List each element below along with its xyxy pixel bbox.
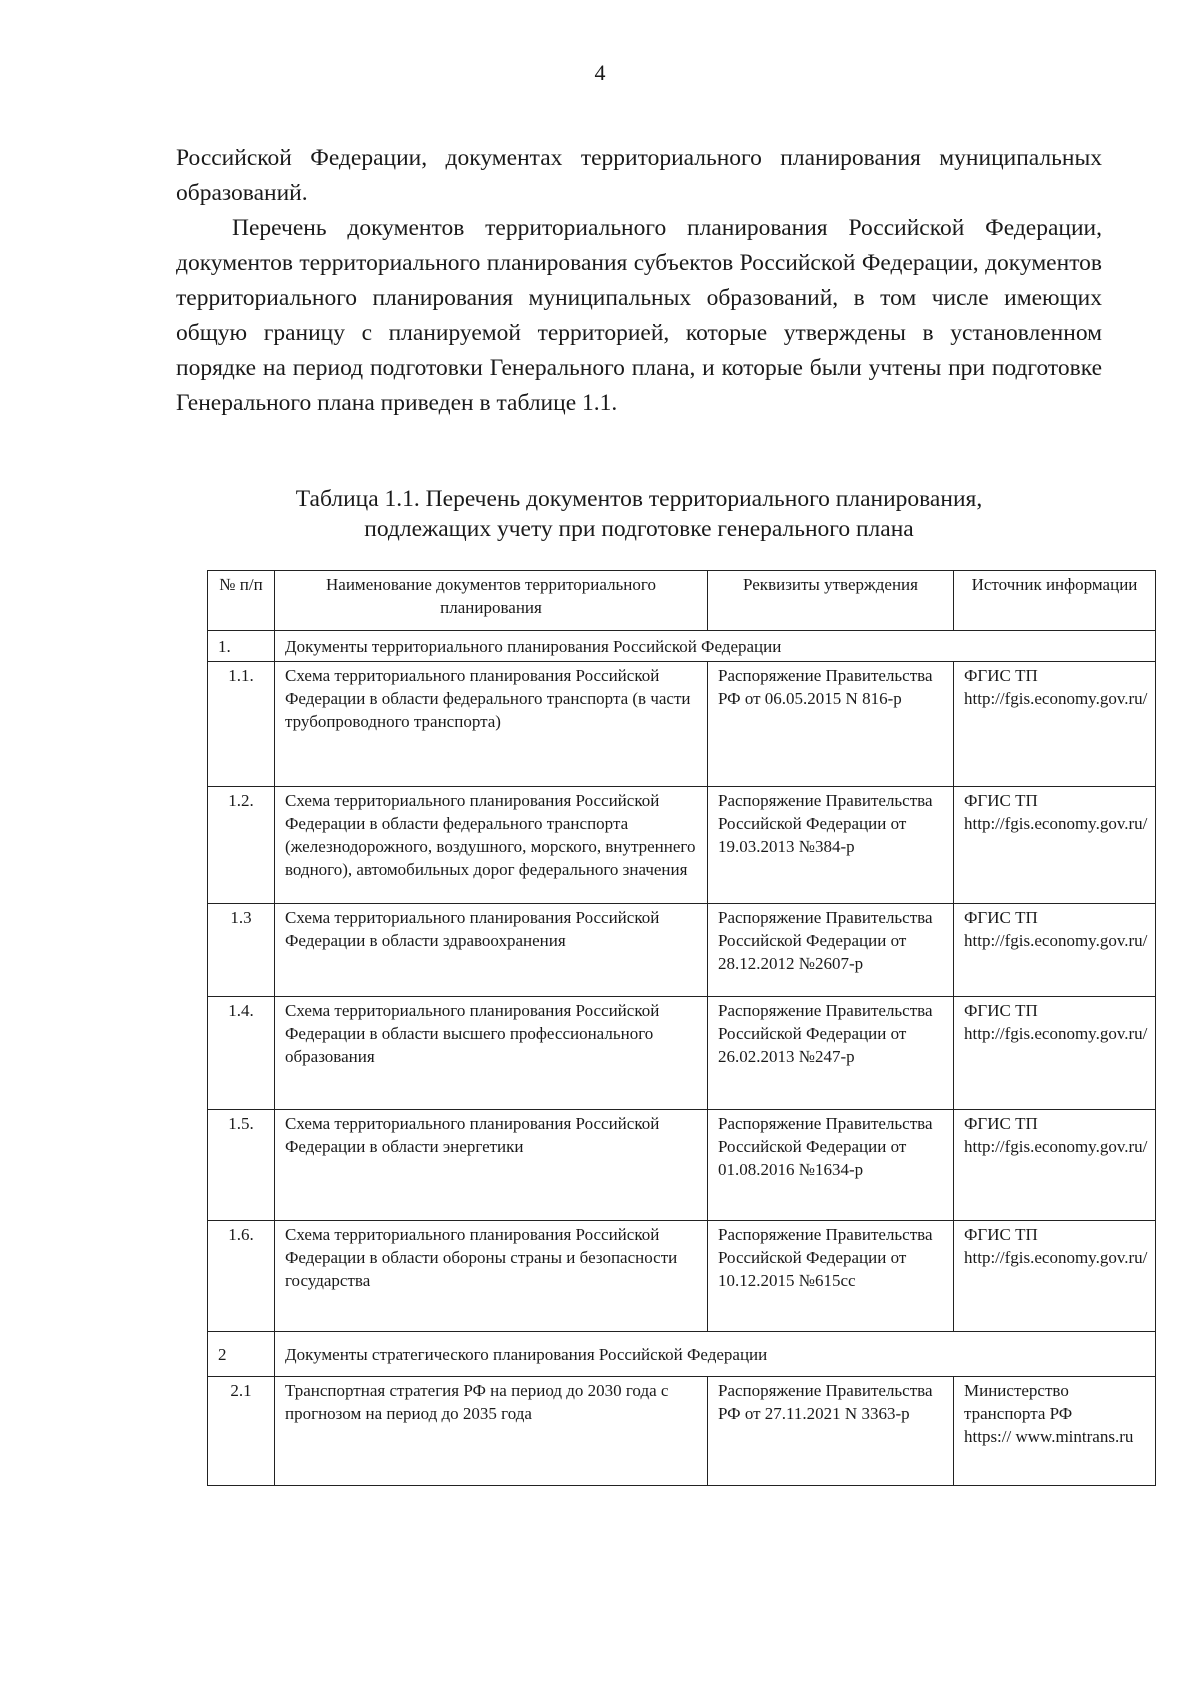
row-num: 1.3 — [208, 904, 275, 997]
row-source-org: ФГИС ТП — [964, 1225, 1038, 1244]
section-title: Документы территориального планирования Российской Федерации — [275, 631, 1156, 662]
table-row — [208, 787, 1156, 904]
row-source — [954, 904, 1156, 997]
row-num: 1.1. — [208, 662, 275, 787]
table-caption — [176, 484, 1102, 544]
row-source-org: ФГИС ТП — [964, 791, 1038, 810]
row-requisites: Распоряжение Правительства Российской Федерации от 10.12.2015 №615сс — [708, 1221, 954, 1332]
row-source — [954, 1110, 1156, 1221]
header-source: Источник информации — [954, 571, 1156, 631]
row-source-url: http://fgis.economy.gov.ru/ — [964, 1248, 1148, 1267]
section-row — [208, 1332, 1156, 1377]
documents-table — [207, 570, 1156, 1486]
row-source — [954, 787, 1156, 904]
row-num: 1.6. — [208, 1221, 275, 1332]
row-source-url: https:// www.mintrans.ru — [964, 1427, 1134, 1446]
section-title: Документы стратегического планирования Российской Федерации — [275, 1332, 1156, 1377]
row-source-url: http://fgis.economy.gov.ru/ — [964, 931, 1148, 950]
row-num: 1.5. — [208, 1110, 275, 1221]
paragraph-intro: Российской Федерации, документах территориального планирования муниципальных образований. — [176, 145, 1102, 206]
section-row — [208, 631, 1156, 662]
row-source — [954, 997, 1156, 1110]
table-row — [208, 1110, 1156, 1221]
row-source-org: ФГИС ТП — [964, 1114, 1038, 1133]
table-header-row — [208, 571, 1156, 631]
table-row — [208, 997, 1156, 1110]
table-row — [208, 662, 1156, 787]
row-source-org: ФГИС ТП — [964, 666, 1038, 685]
header-requisites: Реквизиты утверждения — [708, 571, 954, 631]
section-num: 2 — [208, 1332, 275, 1377]
row-document-name: Схема территориального планирования Российской Федерации в области здравоохранения — [275, 904, 708, 997]
table-row — [208, 904, 1156, 997]
row-source-org: Министерство транспорта РФ — [964, 1381, 1073, 1423]
row-source — [954, 1377, 1156, 1486]
row-document-name: Транспортная стратегия РФ на период до 2030 года с прогнозом на период до 2035 года — [275, 1377, 708, 1486]
row-requisites: Распоряжение Правительства Российской Федерации от 28.12.2012 №2607-р — [708, 904, 954, 997]
row-document-name: Схема территориального планирования Российской Федерации в области высшего профессионального образования — [275, 997, 708, 1110]
row-requisites: Распоряжение Правительства РФ от 27.11.2021 N 3363-р — [708, 1377, 954, 1486]
row-document-name: Схема территориального планирования Российской Федерации в области энергетики — [275, 1110, 708, 1221]
header-name: Наименование документов территориального планирования — [275, 571, 708, 631]
row-requisites: Распоряжение Правительства РФ от 06.05.2015 N 816-р — [708, 662, 954, 787]
page-number: 4 — [594, 60, 606, 85]
table-caption-line2: подлежащих учету при подготовке генерального плана — [364, 516, 914, 542]
row-document-name: Схема территориального планирования Российской Федерации в области обороны страны и безопасности государства — [275, 1221, 708, 1332]
row-source-org: ФГИС ТП — [964, 908, 1038, 927]
table-caption-line1: Таблица 1.1. Перечень документов территориального планирования, — [295, 486, 983, 512]
section-num: 1. — [208, 631, 275, 662]
row-num: 1.2. — [208, 787, 275, 904]
row-source — [954, 1221, 1156, 1332]
table-row — [208, 1377, 1156, 1486]
row-document-name: Схема территориального планирования Российской Федерации в области федерального транспорта (железнодорожного, воздушного, морского, внутреннего водного), автомобильных дорог федерального значения — [275, 787, 708, 904]
paragraph-list-description: Перечень документов территориального планирования Российской Федерации, документов территориального планирования субъектов Российской Федерации, документов территориального планирования муниципальных образований, в том числе имеющих общую границу с планируемой территорией, которые утверждены в установленном порядке на период подготовки Генерального плана, и которые были учтены при подготовке Генерального плана приведен в таблице 1.1. — [176, 215, 1102, 416]
row-requisites: Распоряжение Правительства Российской Федерации от 01.08.2016 №1634-р — [708, 1110, 954, 1221]
row-num: 2.1 — [208, 1377, 275, 1486]
row-source-org: ФГИС ТП — [964, 1001, 1038, 1020]
row-num: 1.4. — [208, 997, 275, 1110]
row-source-url: http://fgis.economy.gov.ru/ — [964, 1024, 1148, 1043]
row-source-url: http://fgis.economy.gov.ru/ — [964, 814, 1148, 833]
header-num: № п/п — [208, 571, 275, 631]
row-document-name: Схема территориального планирования Российской Федерации в области федерального транспорта (в части трубопроводного транспорта) — [275, 662, 708, 787]
row-source-url: http://fgis.economy.gov.ru/ — [964, 689, 1148, 708]
row-source — [954, 662, 1156, 787]
table-row — [208, 1221, 1156, 1332]
row-requisites: Распоряжение Правительства Российской Федерации от 26.02.2013 №247-р — [708, 997, 954, 1110]
row-source-url: http://fgis.economy.gov.ru/ — [964, 1137, 1148, 1156]
row-requisites: Распоряжение Правительства Российской Федерации от 19.03.2013 №384-р — [708, 787, 954, 904]
